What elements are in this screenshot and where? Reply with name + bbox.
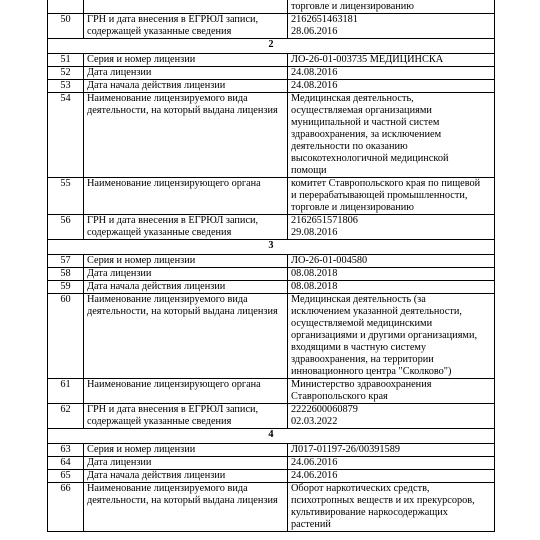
field-value: 2162651463181 28.06.2016 xyxy=(288,14,495,39)
table-row xyxy=(48,294,495,379)
field-value: Медицинская деятельность (за исключением указанной деятельности, осуществляемой медицинскими организациями и другими организациями, входящими в частную систему здравоохранения, на территории инновационного центра "Сколково") xyxy=(288,294,495,379)
field-name: ГРН и дата внесения в ЕГРЮЛ записи, содержащей указанные сведения xyxy=(84,404,288,429)
field-value: 24.06.2016 xyxy=(288,457,495,470)
table-row xyxy=(48,54,495,67)
field-name: Дата начала действия лицензии xyxy=(84,80,288,93)
table-row xyxy=(48,457,495,470)
table-row xyxy=(48,281,495,294)
row-number: 62 xyxy=(48,404,84,429)
table-row xyxy=(48,215,495,240)
row-number: 53 xyxy=(48,80,84,93)
field-name: Наименование лицензирующего органа xyxy=(84,178,288,215)
field-value: ЛО-26-01-003735 МЕДИЦИНСКА xyxy=(288,54,495,67)
field-value: комитет Ставропольского края по пищевой и перерабатывающей промышленности, торговле и лицензированию xyxy=(288,178,495,215)
field-value: Л017-01197-26/00391589 xyxy=(288,444,495,457)
table-row xyxy=(48,80,495,93)
table-row xyxy=(48,483,495,532)
section-row xyxy=(48,39,495,54)
row-number: 63 xyxy=(48,444,84,457)
row-number: 55 xyxy=(48,178,84,215)
section-row xyxy=(48,429,495,444)
row-number: 52 xyxy=(48,67,84,80)
field-value: 2162651571806 29.08.2016 xyxy=(288,215,495,240)
table-row xyxy=(48,255,495,268)
field-name: Серия и номер лицензии xyxy=(84,255,288,268)
field-name: Дата лицензии xyxy=(84,457,288,470)
field-name: ГРН и дата внесения в ЕГРЮЛ записи, содержащей указанные сведения xyxy=(84,14,288,39)
field-value: Министерство здравоохранения Ставропольского края xyxy=(288,379,495,404)
field-value: 24.06.2016 xyxy=(288,470,495,483)
table-row xyxy=(48,0,495,14)
section-number: 2 xyxy=(48,39,495,54)
field-name: Дата лицензии xyxy=(84,268,288,281)
row-number: 51 xyxy=(48,54,84,67)
row-number: 56 xyxy=(48,215,84,240)
table-row xyxy=(48,178,495,215)
section-number: 3 xyxy=(48,240,495,255)
field-value: Оборот наркотических средств, психотропных веществ и их прекурсоров, культивирование наркосодержащих растений xyxy=(288,483,495,532)
field-name: Серия и номер лицензии xyxy=(84,444,288,457)
field-value: 24.08.2016 xyxy=(288,80,495,93)
table-row xyxy=(48,470,495,483)
table-row xyxy=(48,379,495,404)
row-number: 66 xyxy=(48,483,84,532)
table-row xyxy=(48,404,495,429)
row-number: 50 xyxy=(48,14,84,39)
document-page xyxy=(47,0,494,532)
row-number: 61 xyxy=(48,379,84,404)
row-number: 59 xyxy=(48,281,84,294)
field-name: ГРН и дата внесения в ЕГРЮЛ записи, содержащей указанные сведения xyxy=(84,215,288,240)
field-name: Серия и номер лицензии xyxy=(84,54,288,67)
table-row xyxy=(48,268,495,281)
table-row xyxy=(48,67,495,80)
table-row xyxy=(48,93,495,178)
section-number: 4 xyxy=(48,429,495,444)
field-name: Дата начала действия лицензии xyxy=(84,281,288,294)
field-name xyxy=(84,0,288,14)
egrul-license-table xyxy=(47,0,495,532)
row-number: 64 xyxy=(48,457,84,470)
field-name: Наименование лицензируемого вида деятельности, на который выдана лицензия xyxy=(84,294,288,379)
table-row xyxy=(48,14,495,39)
field-value: 24.08.2016 xyxy=(288,67,495,80)
row-number: 60 xyxy=(48,294,84,379)
field-name: Дата лицензии xyxy=(84,67,288,80)
field-value: ЛО-26-01-004580 xyxy=(288,255,495,268)
field-name: Наименование лицензируемого вида деятельности, на который выдана лицензия xyxy=(84,483,288,532)
table-body xyxy=(48,0,495,532)
row-number xyxy=(48,0,84,14)
row-number: 54 xyxy=(48,93,84,178)
field-name: Дата начала действия лицензии xyxy=(84,470,288,483)
section-row xyxy=(48,240,495,255)
field-value: Медицинская деятельность, осуществляемая организациями муниципальной и частной систем здравоохранения, за исключением деятельности по оказанию высокотехнологичной медицинской помощи xyxy=(288,93,495,178)
field-value: торговле и лицензированию xyxy=(288,0,495,14)
field-name: Наименование лицензирующего органа xyxy=(84,379,288,404)
field-value: 08.08.2018 xyxy=(288,268,495,281)
row-number: 65 xyxy=(48,470,84,483)
field-value: 08.08.2018 xyxy=(288,281,495,294)
table-row xyxy=(48,444,495,457)
row-number: 58 xyxy=(48,268,84,281)
field-value: 2222600060879 02.03.2022 xyxy=(288,404,495,429)
row-number: 57 xyxy=(48,255,84,268)
field-name: Наименование лицензируемого вида деятельности, на который выдана лицензия xyxy=(84,93,288,178)
